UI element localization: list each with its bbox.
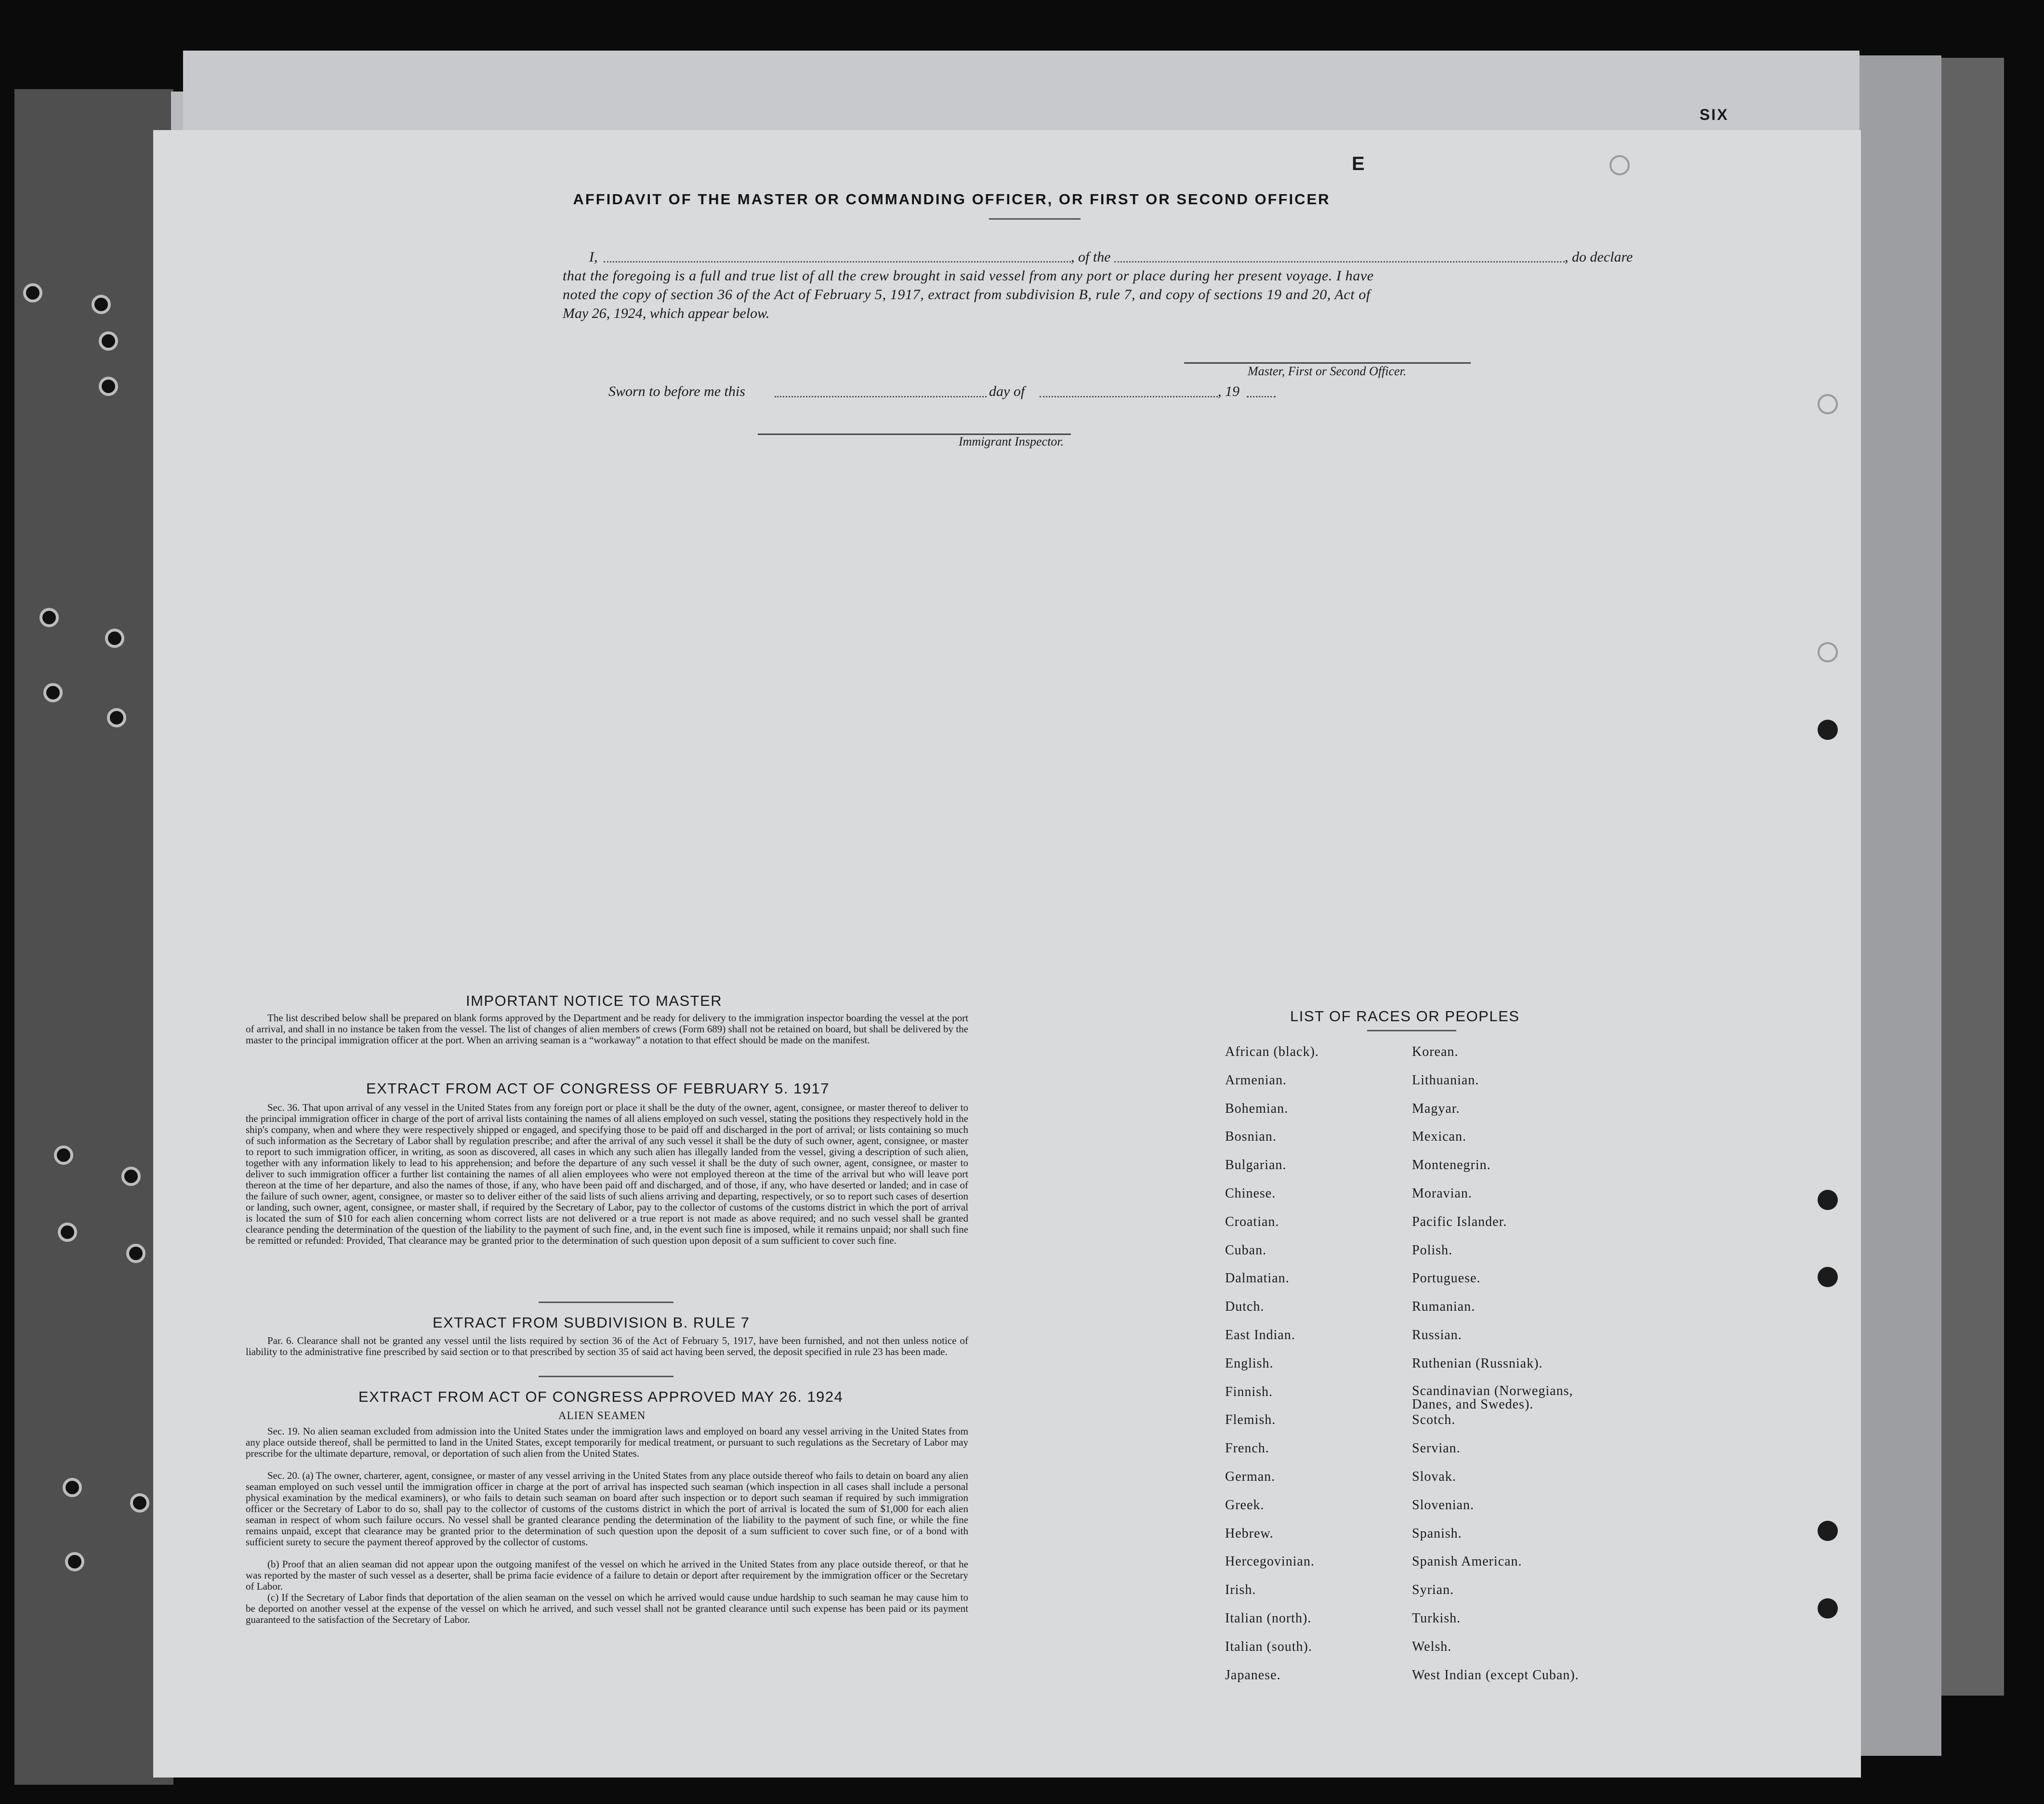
binder-ring-icon [54, 1146, 73, 1165]
binder-ring-icon [65, 1552, 84, 1571]
race-item: West Indian (except Cuban). [1412, 1667, 1579, 1683]
race-item: German. [1225, 1469, 1276, 1484]
rule7-title: EXTRACT FROM SUBDIVISION B. RULE 7 [433, 1314, 750, 1331]
race-item: Italian (south). [1225, 1639, 1312, 1654]
master-signature-line [1184, 362, 1471, 364]
race-item: Rumanian. [1412, 1299, 1476, 1315]
affidavit-title: AFFIDAVIT OF THE MASTER OR COMMANDING OFFICER, OR FIRST OR SECOND OFFICER [573, 191, 1331, 208]
sec20c-text: (c) If the Secretary of Labor finds that deportation of the alien seaman on the vessel on which he arrived would cause undue hardship to such seaman he may cause him to be deported on another vessel at the expense of the vessel on which he arrived, and such vessel shall not be granted clearance until such expense has been paid or its payment guaranteed to the satisfaction of the Secretary of Labor. [246, 1592, 968, 1625]
punch-hole-icon [1818, 1267, 1838, 1287]
binder-ring-icon [23, 283, 42, 303]
binder-ring-icon [92, 295, 111, 314]
binder-ring-icon [126, 1244, 145, 1263]
race-item: Servian. [1412, 1441, 1461, 1456]
extract-1924-subtitle: ALIEN SEAMEN [558, 1409, 646, 1422]
back-page-left [14, 89, 173, 1785]
sec20a-text: Sec. 20. (a) The owner, charterer, agent, consignee, or master of any vessel arriving in the United States from any place outside thereof who fails to detain on board any alien seaman employed on such vessel until the immigration officer in charge at the port of arrival has inspected such seaman (which inspection in all cases shall include a personal physical examination by the medical examiners), or who fails to detain such seaman on board after such inspection or to deport such seaman if required by such immigration officer or the Secretary of Labor to do so, shall pay to the collector of customs of the customs district in which the port of arrival is located the sum of $1,000 for each alien seaman in respect of whom such failure occurs. No vessel shall be granted clearance pending the determination of the liability to the payment of such fine, or while the fine remains unpaid, except that clearance may be granted prior to the determination of such question upon the deposit of a sum sufficient to cover such fine, or of a bond with sufficient surety to secure the payment thereof approved by the collector of customs. [246, 1470, 968, 1548]
race-item: Slovenian. [1412, 1497, 1474, 1513]
extract-1924-title: EXTRACT FROM ACT OF CONGRESS APPROVED MAY 26. 1924 [358, 1388, 844, 1405]
race-item: Greek. [1225, 1497, 1265, 1513]
race-item: Irish. [1225, 1582, 1256, 1598]
name-field-line [604, 261, 1071, 263]
sworn-day: day of [989, 383, 1025, 399]
affidavit-line2: that the foregoing is a full and true list of all the crew brought in said vessel from any port or place during her present voyage. I have [563, 268, 1374, 284]
races-title: LIST OF RACES OR PEOPLES [1290, 1008, 1520, 1025]
punch-hole-icon [1818, 720, 1838, 740]
race-item: Bosnian. [1225, 1129, 1277, 1145]
back-page-right [1859, 55, 1941, 1756]
binder-ring-icon [121, 1167, 141, 1186]
race-item: East Indian. [1225, 1327, 1295, 1343]
race-item: Chinese. [1225, 1185, 1276, 1201]
race-item: French. [1225, 1441, 1269, 1456]
sworn-day-line [775, 396, 987, 397]
race-item: Dutch. [1225, 1299, 1265, 1315]
race-item: Syrian. [1412, 1582, 1454, 1598]
binder-ring-icon [40, 608, 59, 627]
affidavit-line1-suffix: , do declare [1565, 249, 1633, 265]
binder-ring-icon [107, 708, 126, 727]
sworn-month-line [1040, 396, 1218, 397]
sec20b-text: (b) Proof that an alien seaman did not appear upon the outgoing manifest of the vessel on which he arrived in the United States from any place outside thereof, or that he was reported by the master of such vessel as a deserter, shall be prima facie evidence of a failure to detain or deport after requirement by the immigration officer or the Secretary of Labor. [246, 1558, 968, 1592]
race-item: Finnish. [1225, 1384, 1273, 1399]
affidavit-line1-prefix: I, [589, 249, 598, 265]
punch-hole-icon [1818, 394, 1838, 414]
race-item: Moravian. [1412, 1185, 1472, 1201]
race-item: English. [1225, 1356, 1274, 1371]
race-item: Italian (north). [1225, 1610, 1312, 1626]
race-item: Magyar. [1412, 1101, 1460, 1116]
binder-ring-icon [130, 1493, 149, 1513]
binder-ring-icon [99, 331, 118, 351]
race-item: Turkish. [1412, 1610, 1461, 1626]
sworn-year: , 19 [1218, 383, 1240, 399]
title-rule [989, 218, 1081, 220]
affidavit-line3: noted the copy of section 36 of the Act of February 5, 1917, extract from subdivision B, rule 7, and copy of sections 19 and 20, Act of [563, 287, 1371, 303]
notice-text: The list described below shall be prepared on blank forms approved by the Department and be ready for delivery to the immigration inspector boarding the vessel at the port of arrival, and shall in no instance be taken from the vessel. The list of changes of alien members of crews (Form 689) shall not be retained on board, but shall be delivered by the master to the principal immigration officer at the port. When an arriving seaman is a “workaway” a notation to that effect should be made on the manifest. [246, 1012, 968, 1046]
punch-hole-icon [1609, 155, 1630, 175]
race-item: Hebrew. [1225, 1526, 1274, 1541]
race-item: Lithuanian. [1412, 1072, 1479, 1088]
section-divider [539, 1302, 673, 1303]
binder-ring-icon [43, 683, 63, 702]
section-divider [539, 1376, 673, 1377]
affidavit-line4: May 26, 1924, which appear below. [563, 305, 770, 321]
race-item: Cuban. [1225, 1242, 1267, 1258]
punch-hole-icon [1818, 1598, 1838, 1619]
extract-1917-title: EXTRACT FROM ACT OF CONGRESS OF FEBRUARY 5. 1917 [366, 1080, 830, 1097]
binder-ring-icon [63, 1478, 82, 1497]
race-item: Korean. [1412, 1044, 1459, 1059]
notice-title: IMPORTANT NOTICE TO MASTER [466, 992, 723, 1009]
race-item: Russian. [1412, 1327, 1462, 1343]
race-item: Flemish. [1225, 1412, 1276, 1428]
races-title-rule [1367, 1030, 1456, 1031]
binder-ring-icon [58, 1223, 77, 1242]
binder-ring-icon [99, 377, 118, 396]
race-item: Dalmatian. [1225, 1271, 1290, 1286]
race-item: Bohemian. [1225, 1101, 1289, 1116]
race-item: Spanish American. [1412, 1554, 1522, 1569]
inspector-caption: Immigrant Inspector. [959, 435, 1064, 448]
punch-hole-icon [1818, 642, 1838, 662]
extract-1917-text: Sec. 36. That upon arrival of any vessel in the United States from any foreign port or place it shall be the duty of the owner, agent, consignee, or master thereof to deliver to the principal immigration officer in charge of the port of arrival lists containing the names of all aliens employed on such vessel, stating the positions they respectively hold in the ship's company, when and where they were respectively shipped or engaged, and specifying those to be paid off and discharged in the port of arrival; or lists containing so much of such information as the Secretary of Labor shall by regulation prescribe; and after the arrival of any such vessel it shall be the duty of such owner, agent, consignee, or master to report to such immigration officer, in writing, as soon as discovered, all cases in which any such alien has illegally landed from the vessel, giving a description of such alien, together with any information likely to lead to his apprehension; and before the departure of any such vessel it shall be the duty of such owner, agent, consignee, or master to deliver to such immigration officer a further list containing the names of all alien employees who were not employed thereon at the time of the arrival but who will leave port thereon at the time of her departure, and also the names of those, if any, who have been paid off and discharged, and of those, if any, who have deserted or landed; and in case of the failure of such owner, agent, consignee, or master so to deliver either of the said lists of such aliens arriving and departing, respectively, or so to report such cases of desertion or landing, such owner, agent, consignee, or master shall, if required by the Secretary of Labor, pay to the collector of customs of the customs district in which the port of arrival is located the sum of $10 for each alien concerning whom correct lists are not delivered or a true report is not made as above required; and no such vessel shall be granted clearance pending the determination of the question of the liability to the payment of such fine, and, in the event such fine is imposed, while it remains unpaid; nor shall such fine be remitted or refunded: Provided, That clearance may be granted prior to the determination of such question upon deposit of a sum sufficient to cover such fine. [246, 1102, 968, 1246]
vessel-field-line [1114, 261, 1565, 263]
race-item: Ruthenian (Russniak). [1412, 1356, 1543, 1371]
race-item: Portuguese. [1412, 1271, 1481, 1286]
punch-hole-icon [1818, 1190, 1838, 1210]
race-item: Scotch. [1412, 1412, 1456, 1428]
race-item: Slovak. [1412, 1469, 1456, 1484]
master-caption: Master, First or Second Officer. [1248, 364, 1407, 378]
form-page [153, 106, 1861, 1778]
page-stamp: SIX [1700, 106, 1729, 123]
back-page-top [183, 51, 1859, 132]
race-item: African (black). [1225, 1044, 1319, 1059]
race-item: Armenian. [1225, 1072, 1287, 1088]
back-page-far-right [1941, 58, 2004, 1696]
race-item: Croatian. [1225, 1214, 1279, 1229]
page-marker: E [1352, 153, 1365, 174]
race-item: Scandinavian (Norwegians, Danes, and Swedes). [1412, 1383, 1573, 1412]
race-item: Welsh. [1412, 1639, 1452, 1654]
race-item: Bulgarian. [1225, 1158, 1287, 1173]
race-item: Hercegovinian. [1225, 1554, 1315, 1569]
race-item: Japanese. [1225, 1667, 1281, 1683]
race-item: Polish. [1412, 1242, 1453, 1258]
sworn-year-line [1247, 396, 1276, 397]
race-item: Pacific Islander. [1412, 1214, 1507, 1229]
race-item: Spanish. [1412, 1526, 1462, 1541]
sec19-text: Sec. 19. No alien seaman excluded from admission into the United States under the immigration laws and employed on board any vessel arriving in the United States from any place outside thereof, shall be permitted to land in the United States, except temporarily for medical treatment, or pursuant to such regulations as the Secretary of Labor may prescribe for the ultimate departure, removal, or deportation of such alien from the United States. [246, 1425, 968, 1459]
affidavit-line1-of: , of the [1071, 249, 1111, 265]
binder-ring-icon [105, 629, 124, 648]
rule7-text: Par. 6. Clearance shall not be granted any vessel until the lists required by section 36 of the Act of February 5, 1917, have been furnished, and not then unless notice of liability to the administrative fine prescribed by said section or to that prescribed by section 35 of said act having been served, the deposit specified in rule 23 has been made. [246, 1335, 968, 1357]
sworn-prefix: Sworn to before me this [608, 383, 745, 399]
punch-hole-icon [1818, 1521, 1838, 1541]
races-list [1225, 1044, 1653, 1696]
race-item: Montenegrin. [1412, 1158, 1491, 1173]
race-item: Mexican. [1412, 1129, 1466, 1145]
